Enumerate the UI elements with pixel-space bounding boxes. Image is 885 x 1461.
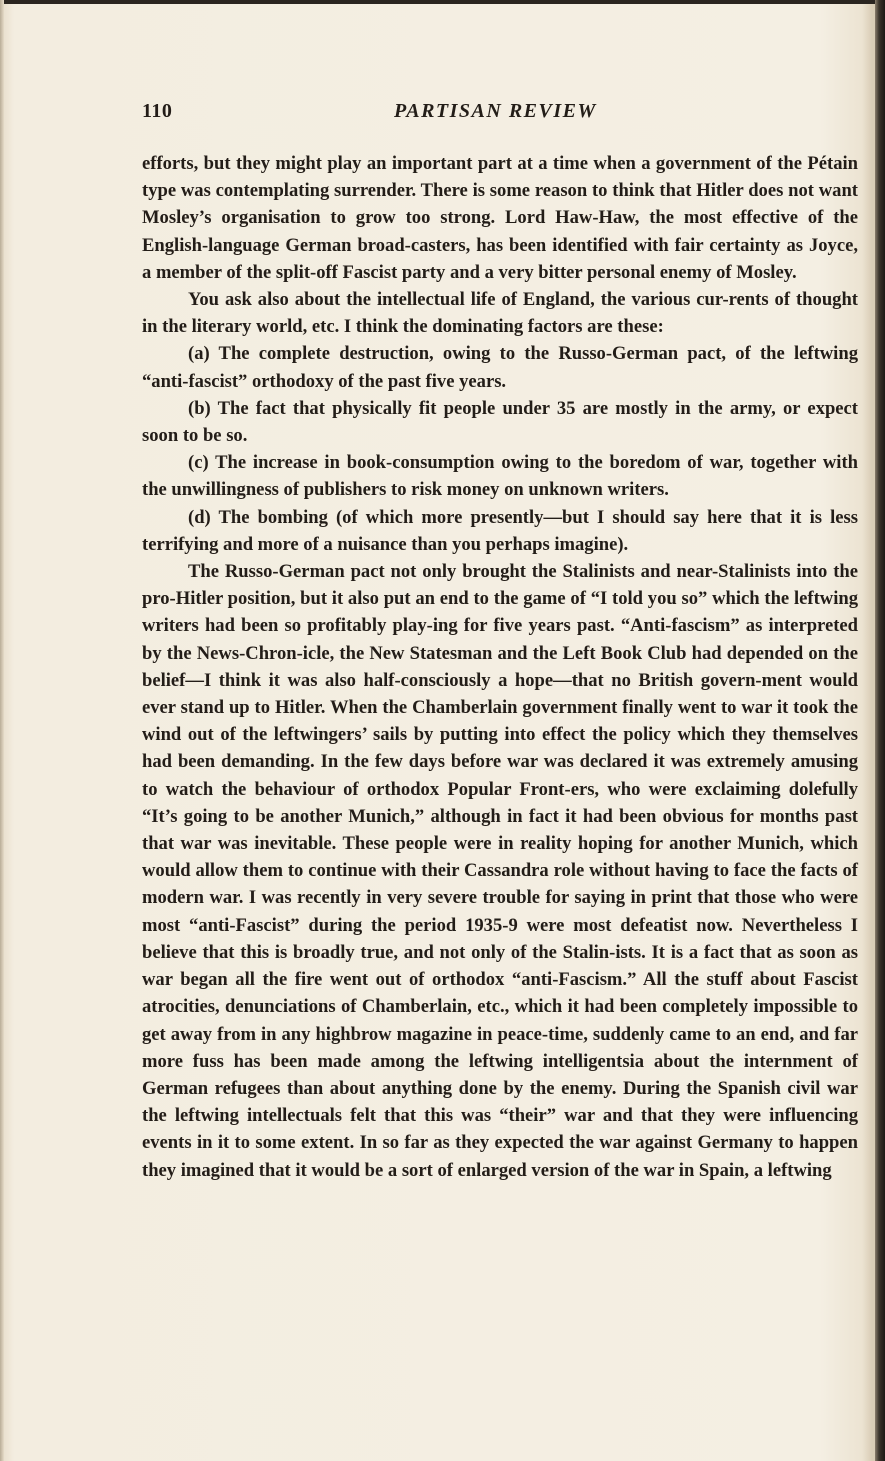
page-left-gutter bbox=[0, 0, 4, 1461]
page-number: 110 bbox=[142, 100, 173, 122]
paragraph: You ask also about the intellectual life of England, the various cur-rents of thought in the literary world, etc. I think the dominating factors are these: bbox=[142, 289, 858, 338]
paragraph: efforts, but they might play an important part at a time when a government of the Pétain type was contemplating surrender. There is some reason to think that Hitler does not want Mosley’s organisation to grow too strong. Lord Haw-Haw, the most effective of the English-language German broad-casters, has been identified with fair certainty as Joyce, a member of the split-off Fascist party and a very bitter personal enemy of Mosley. bbox=[142, 153, 858, 283]
list-item-paragraph: (c) The increase in book-consumption owing to the boredom of war, together with the unwillingness of publishers to risk money on unknown writers. bbox=[142, 452, 858, 501]
list-item-paragraph: (b) The fact that physically fit people under 35 are mostly in the army, or expect soon to be so. bbox=[142, 397, 858, 447]
list-item-paragraph: (d) The bombing (of which more presently—but I should say here that it is less terrifying and more of a nuisance than you perhaps imagine). bbox=[142, 506, 858, 555]
journal-title: PARTISAN REVIEW bbox=[394, 100, 597, 122]
page-top-edge bbox=[0, 0, 885, 4]
page-right-edge bbox=[875, 0, 885, 1461]
running-header bbox=[142, 100, 862, 126]
list-item-paragraph: (a) The complete destruction, owing to the Russo-German pact, of the leftwing “anti-fascist” orthodoxy of the past five years. bbox=[142, 343, 858, 392]
body-text bbox=[142, 150, 858, 1184]
paragraph: The Russo-German pact not only brought the Stalinists and near-Stalinists into the pro-Hitler position, but it also put an end to the game of “I told you so” which the leftwing writers had been so profitably play-ing for five years past. “Anti-fascism” as interpreted by the News-Chron-icle, the New Statesman and the Left Book Club had depended on the belief—I think it was also half-consciously a hope—that no British govern-ment would ever stand up to Hitler. When the Chamberlain government finally went to war it took the wind out of the leftwingers’ sails by putting into effect the policy which they themselves had been demanding. In the few days before war was declared it was extremely amusing to watch the behaviour of orthodox Popular Front-ers, who were exclaiming dolefully “It’s going to be another Munich,” although in fact it had been obvious for months past that war was inevitable. These people were in reality hoping for another Munich, which would allow them to continue with their Cassandra role without having to face the facts of modern war. I was recently in very severe trouble for saying in print that those who were most “anti-Fascist” during the period 1935-9 were most defeatist now. Nevertheless I believe that this is broadly true, and not only of the Stalin-ists. It is a fact that as soon as war began all the fire went out of orthodox “anti-Fascism.” All the stuff about Fascist atrocities, denunciations of Chamberlain, etc., which it had been completely impossible to get away from in any highbrow magazine in peace-time, suddenly came to an end, and far more fuss has been made among the leftwing intelligentsia about the internment of German refugees than about anything done by the enemy. During the Spanish civil war the leftwing intellectuals felt that this was “their” war and that they were influencing events in it to some extent. In so far as they expected the war against Germany to happen they imagined that it would be a sort of enlarged version of the war in Spain, a leftwing bbox=[142, 561, 858, 1181]
